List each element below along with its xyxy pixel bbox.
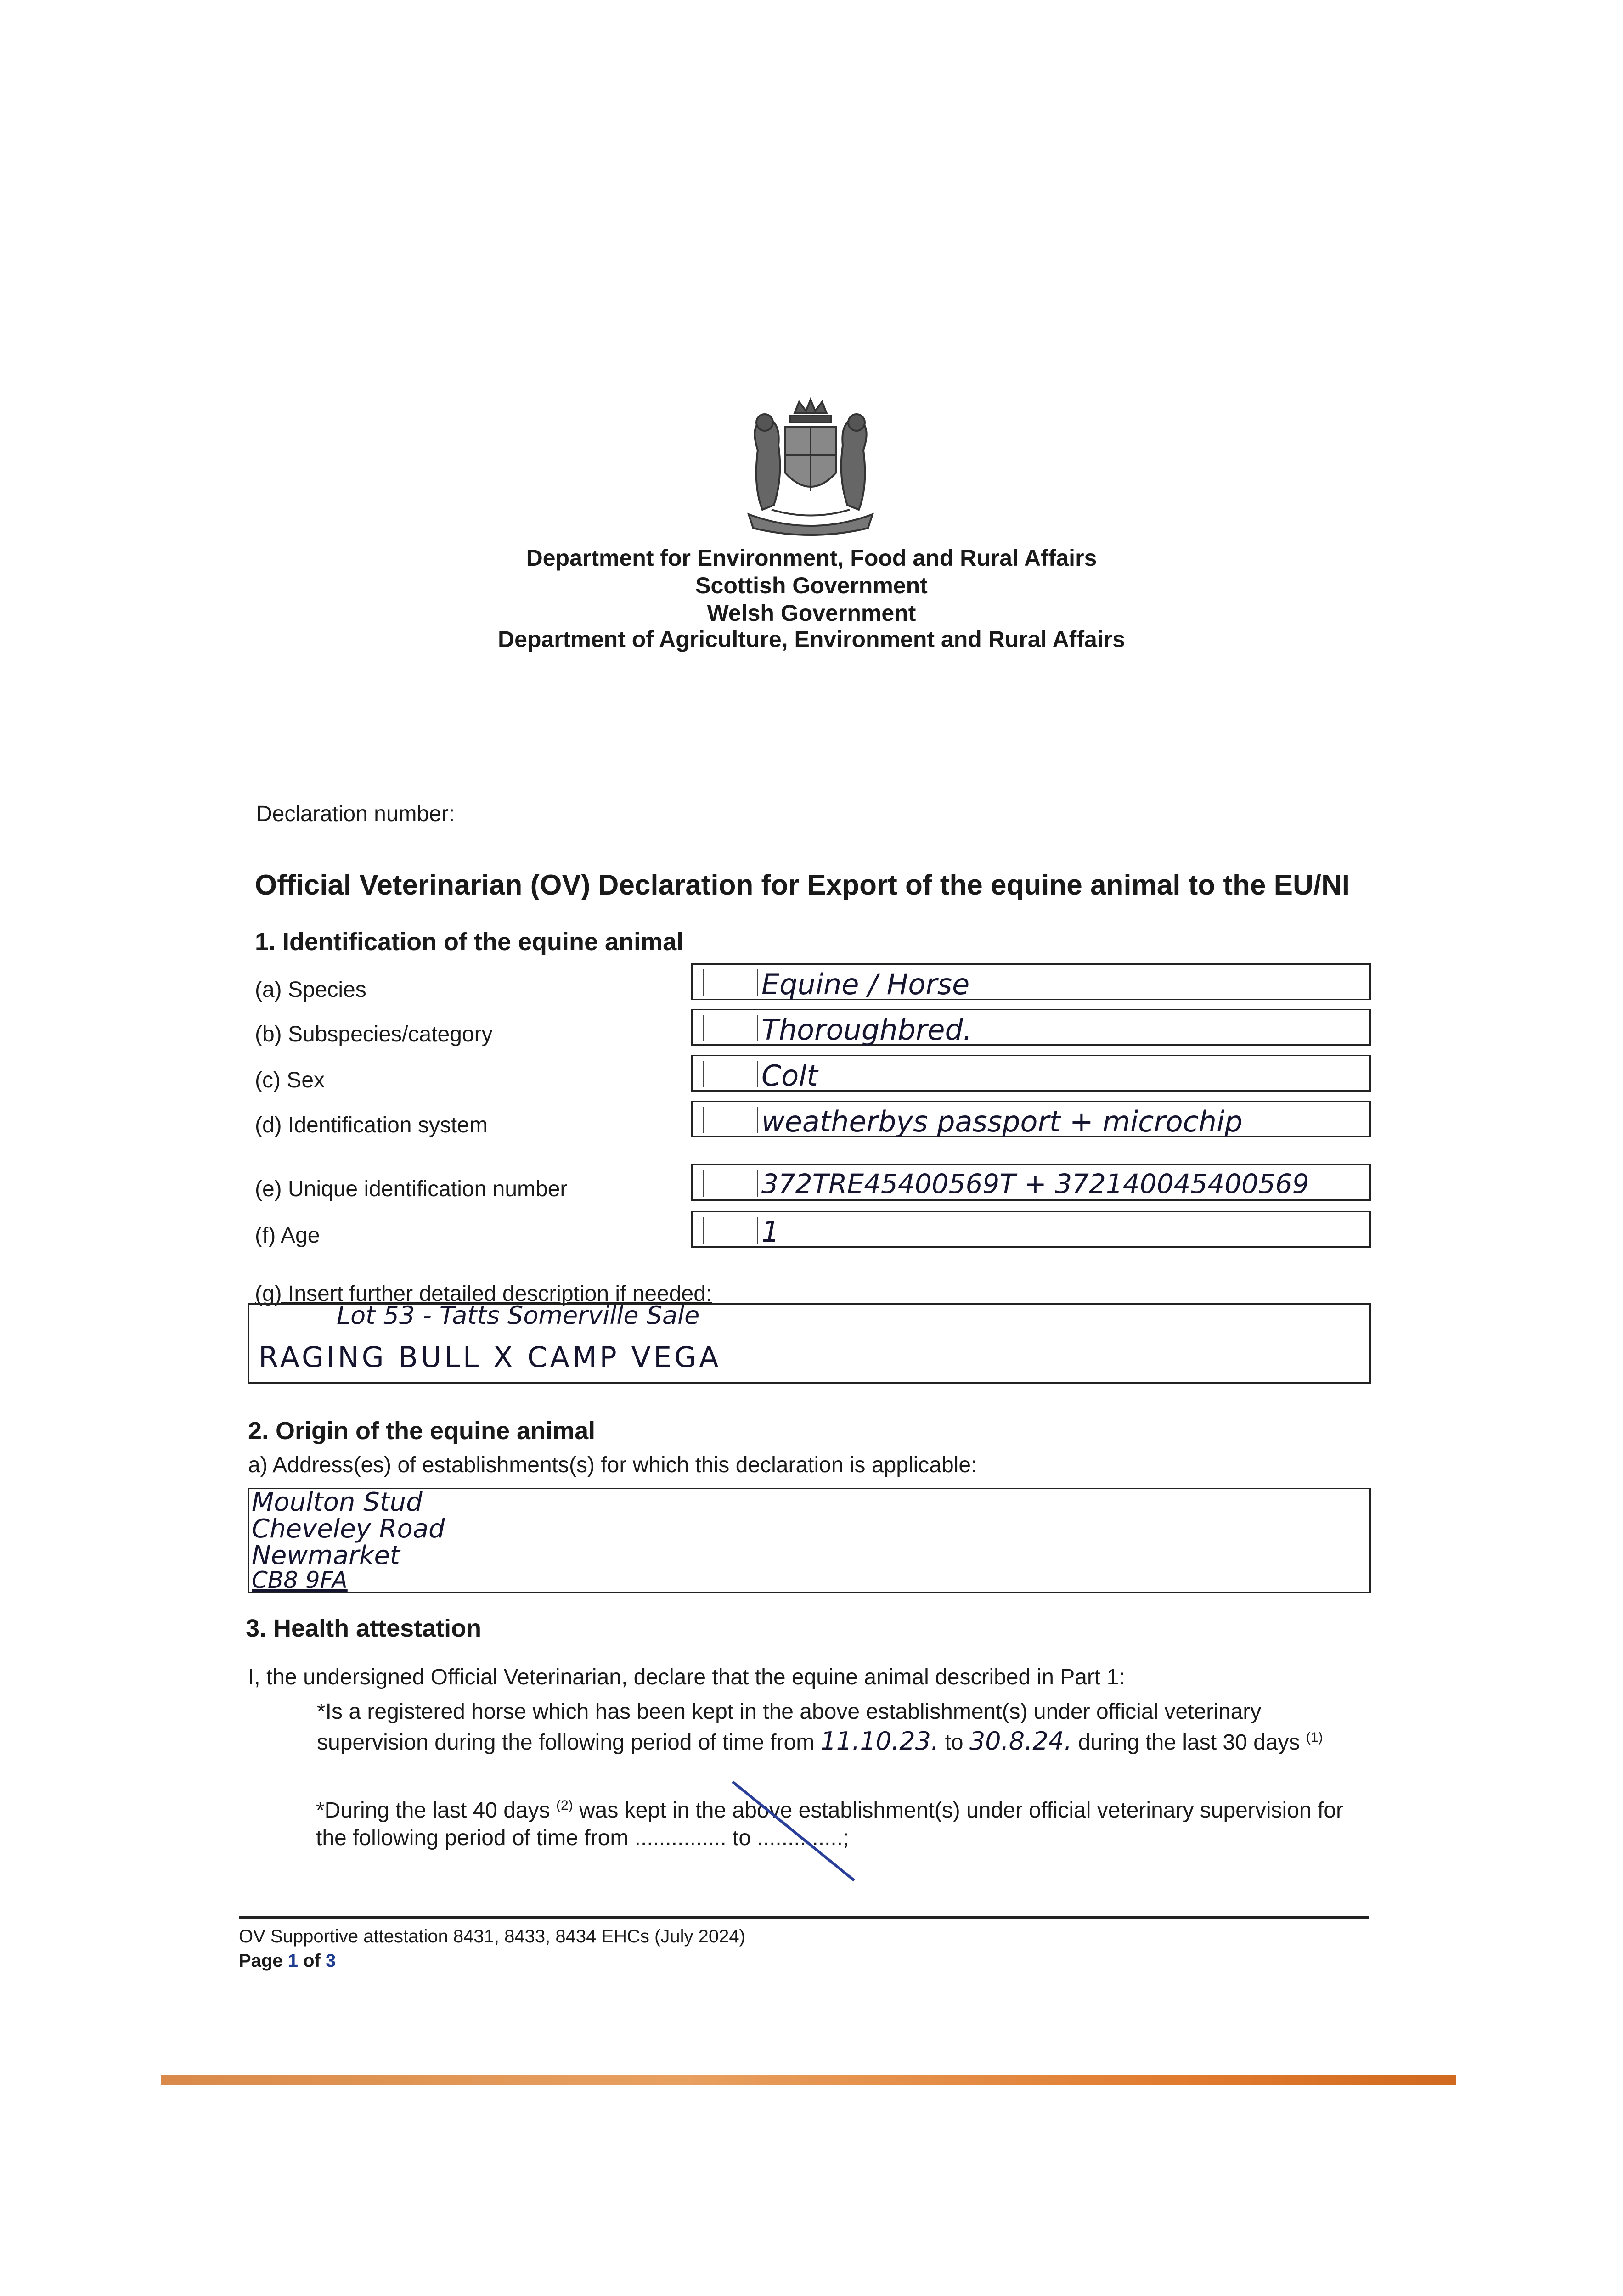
item1-to-word: to [945,1730,964,1755]
footer-attestation: OV Supportive attestation 8431, 8433, 8434 EHCs (July 2024) [239,1926,745,1947]
species-value: Equine / Horse [761,968,970,1001]
item2-text-b: was kept in the above establishment(s) under official veterinary supervision for [579,1798,1343,1823]
dept-scottish: Scottish Government [695,573,928,598]
attestation-item2-line2: the following period of time from ............... to ..............; [316,1826,849,1850]
attestation-item1-line2 [317,1727,1323,1756]
address-line-4: CB8 9FA [252,1567,348,1593]
address-line-3: Newmarket [252,1541,400,1570]
page-of: of [303,1951,321,1971]
subspecies-field[interactable] [691,1009,1371,1046]
address-box[interactable] [248,1488,1371,1593]
section2-heading: 2. Origin of the equine animal [248,1417,596,1445]
dept-defra: Department for Environment, Food and Rural Affairs [526,545,1097,571]
description-line1: Lot 53 - Tatts Somerville Sale [337,1301,700,1330]
item1-text-b: during the last 30 days [1078,1730,1300,1755]
age-field[interactable] [691,1211,1371,1248]
age-value: 1 [761,1215,780,1249]
page-current[interactable]: 1 [287,1951,298,1971]
item1-to-date: 30.8.24. [969,1727,1072,1756]
bottom-scan-band [161,2075,1456,2085]
description-line2: RAGING BULL X CAMP VEGA [259,1340,721,1374]
strike-through-line [726,1777,863,1887]
dept-daera: Department of Agriculture, Environment and Rural Affairs [498,626,1125,652]
sex-value: Colt [761,1059,818,1092]
age-label: (f) Age [255,1223,320,1248]
sex-field[interactable] [691,1055,1371,1092]
attestation-item1-line1: *Is a registered horse which has been kept in the above establishment(s) under official veterinary [317,1699,1262,1724]
uid-field[interactable] [691,1164,1371,1201]
footer-rule [239,1916,1369,1919]
page-indicator [239,1951,336,1971]
sex-label: (c) Sex [255,1068,325,1092]
dept-welsh: Welsh Government [707,600,916,626]
id-system-field[interactable] [691,1101,1371,1137]
address-line-2: Cheveley Road [252,1514,445,1544]
address-line-1: Moulton Stud [252,1487,423,1517]
address-label: a) Address(es) of establishments(s) for which this declaration is applicable: [248,1453,977,1477]
royal-coat-of-arms-icon [730,395,891,542]
page-title: Official Veterinarian (OV) Declaration for Export of the equine animal to the EU/NI [255,869,1350,901]
attestation-intro: I, the undersigned Official Veterinarian, declare that the equine animal described in Part 1: [248,1665,1125,1689]
item1-text-a: supervision during the following period of time from [317,1730,815,1755]
uid-label: (e) Unique identification number [255,1177,568,1201]
item2-footnote: (2) [556,1798,573,1813]
item1-footnote: (1) [1306,1730,1323,1745]
section3-heading: 3. Health attestation [246,1615,482,1642]
declaration-number-label: Declaration number: [256,802,455,826]
page-prefix: Page [239,1951,283,1971]
id-system-label: (d) Identification system [255,1113,488,1137]
subspecies-label: (b) Subspecies/category [255,1022,493,1047]
subspecies-value: Thoroughbred. [761,1013,972,1047]
section1-heading: 1. Identification of the equine animal [255,928,684,956]
item2-text-a: *During the last 40 days [316,1798,550,1823]
description-box[interactable] [248,1303,1371,1384]
item1-from-date: 11.10.23. [820,1727,939,1756]
species-label: (a) Species [255,978,366,1002]
uid-value: 372TRE45400569T + 372140045400569 [761,1168,1309,1199]
id-system-value: weatherbys passport + microchip [761,1105,1243,1138]
description-label: (g) Insert further detailed description if needed: [255,1282,712,1306]
species-field[interactable] [691,963,1371,1000]
page-total[interactable]: 3 [326,1951,336,1971]
